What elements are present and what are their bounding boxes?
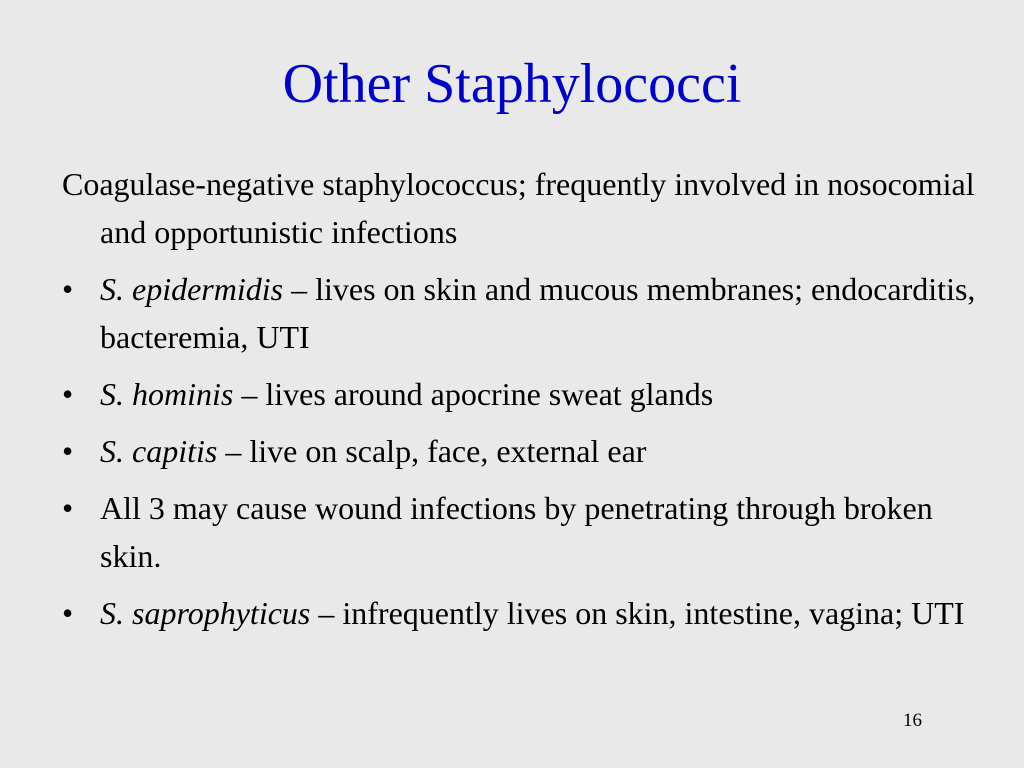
bullet-marker: • bbox=[62, 490, 74, 526]
slide-title: Other Staphylococci bbox=[282, 53, 742, 115]
bullet-text: – lives around apocrine sweat glands bbox=[233, 376, 714, 412]
bullet-item-s-capitis bbox=[62, 427, 992, 475]
bullet-marker: • bbox=[62, 595, 74, 631]
slide-body bbox=[62, 160, 992, 646]
species-name: S. capitis bbox=[100, 433, 218, 469]
bullet-marker: • bbox=[62, 376, 74, 412]
bullet-text: All 3 may cause wound infections by penetrating through broken skin. bbox=[100, 490, 933, 574]
bullet-text: – lives on skin and mucous membranes; endocarditis, bacteremia, UTI bbox=[100, 271, 976, 355]
bullet-text: – live on scalp, face, external ear bbox=[217, 433, 647, 469]
bullet-marker: • bbox=[62, 433, 74, 469]
bullet-item-wound-infections bbox=[62, 484, 992, 580]
bullet-marker: • bbox=[62, 271, 74, 307]
page-number: 16 bbox=[903, 710, 922, 731]
species-name: S. saprophyticus bbox=[100, 595, 311, 631]
bullet-item-s-saprophyticus bbox=[62, 589, 992, 637]
bullet-item-s-hominis bbox=[62, 370, 992, 418]
species-name: S. epidermidis bbox=[100, 271, 284, 307]
intro-paragraph: Coagulase-negative staphylococcus; frequently involved in nosocomial and opportunistic infections bbox=[62, 166, 975, 250]
bullet-text: – infrequently lives on skin, intestine, vagina; UTI bbox=[310, 595, 965, 631]
bullet-list bbox=[62, 265, 992, 637]
species-name: S. hominis bbox=[100, 376, 234, 412]
bullet-item-s-epidermidis bbox=[62, 265, 992, 361]
